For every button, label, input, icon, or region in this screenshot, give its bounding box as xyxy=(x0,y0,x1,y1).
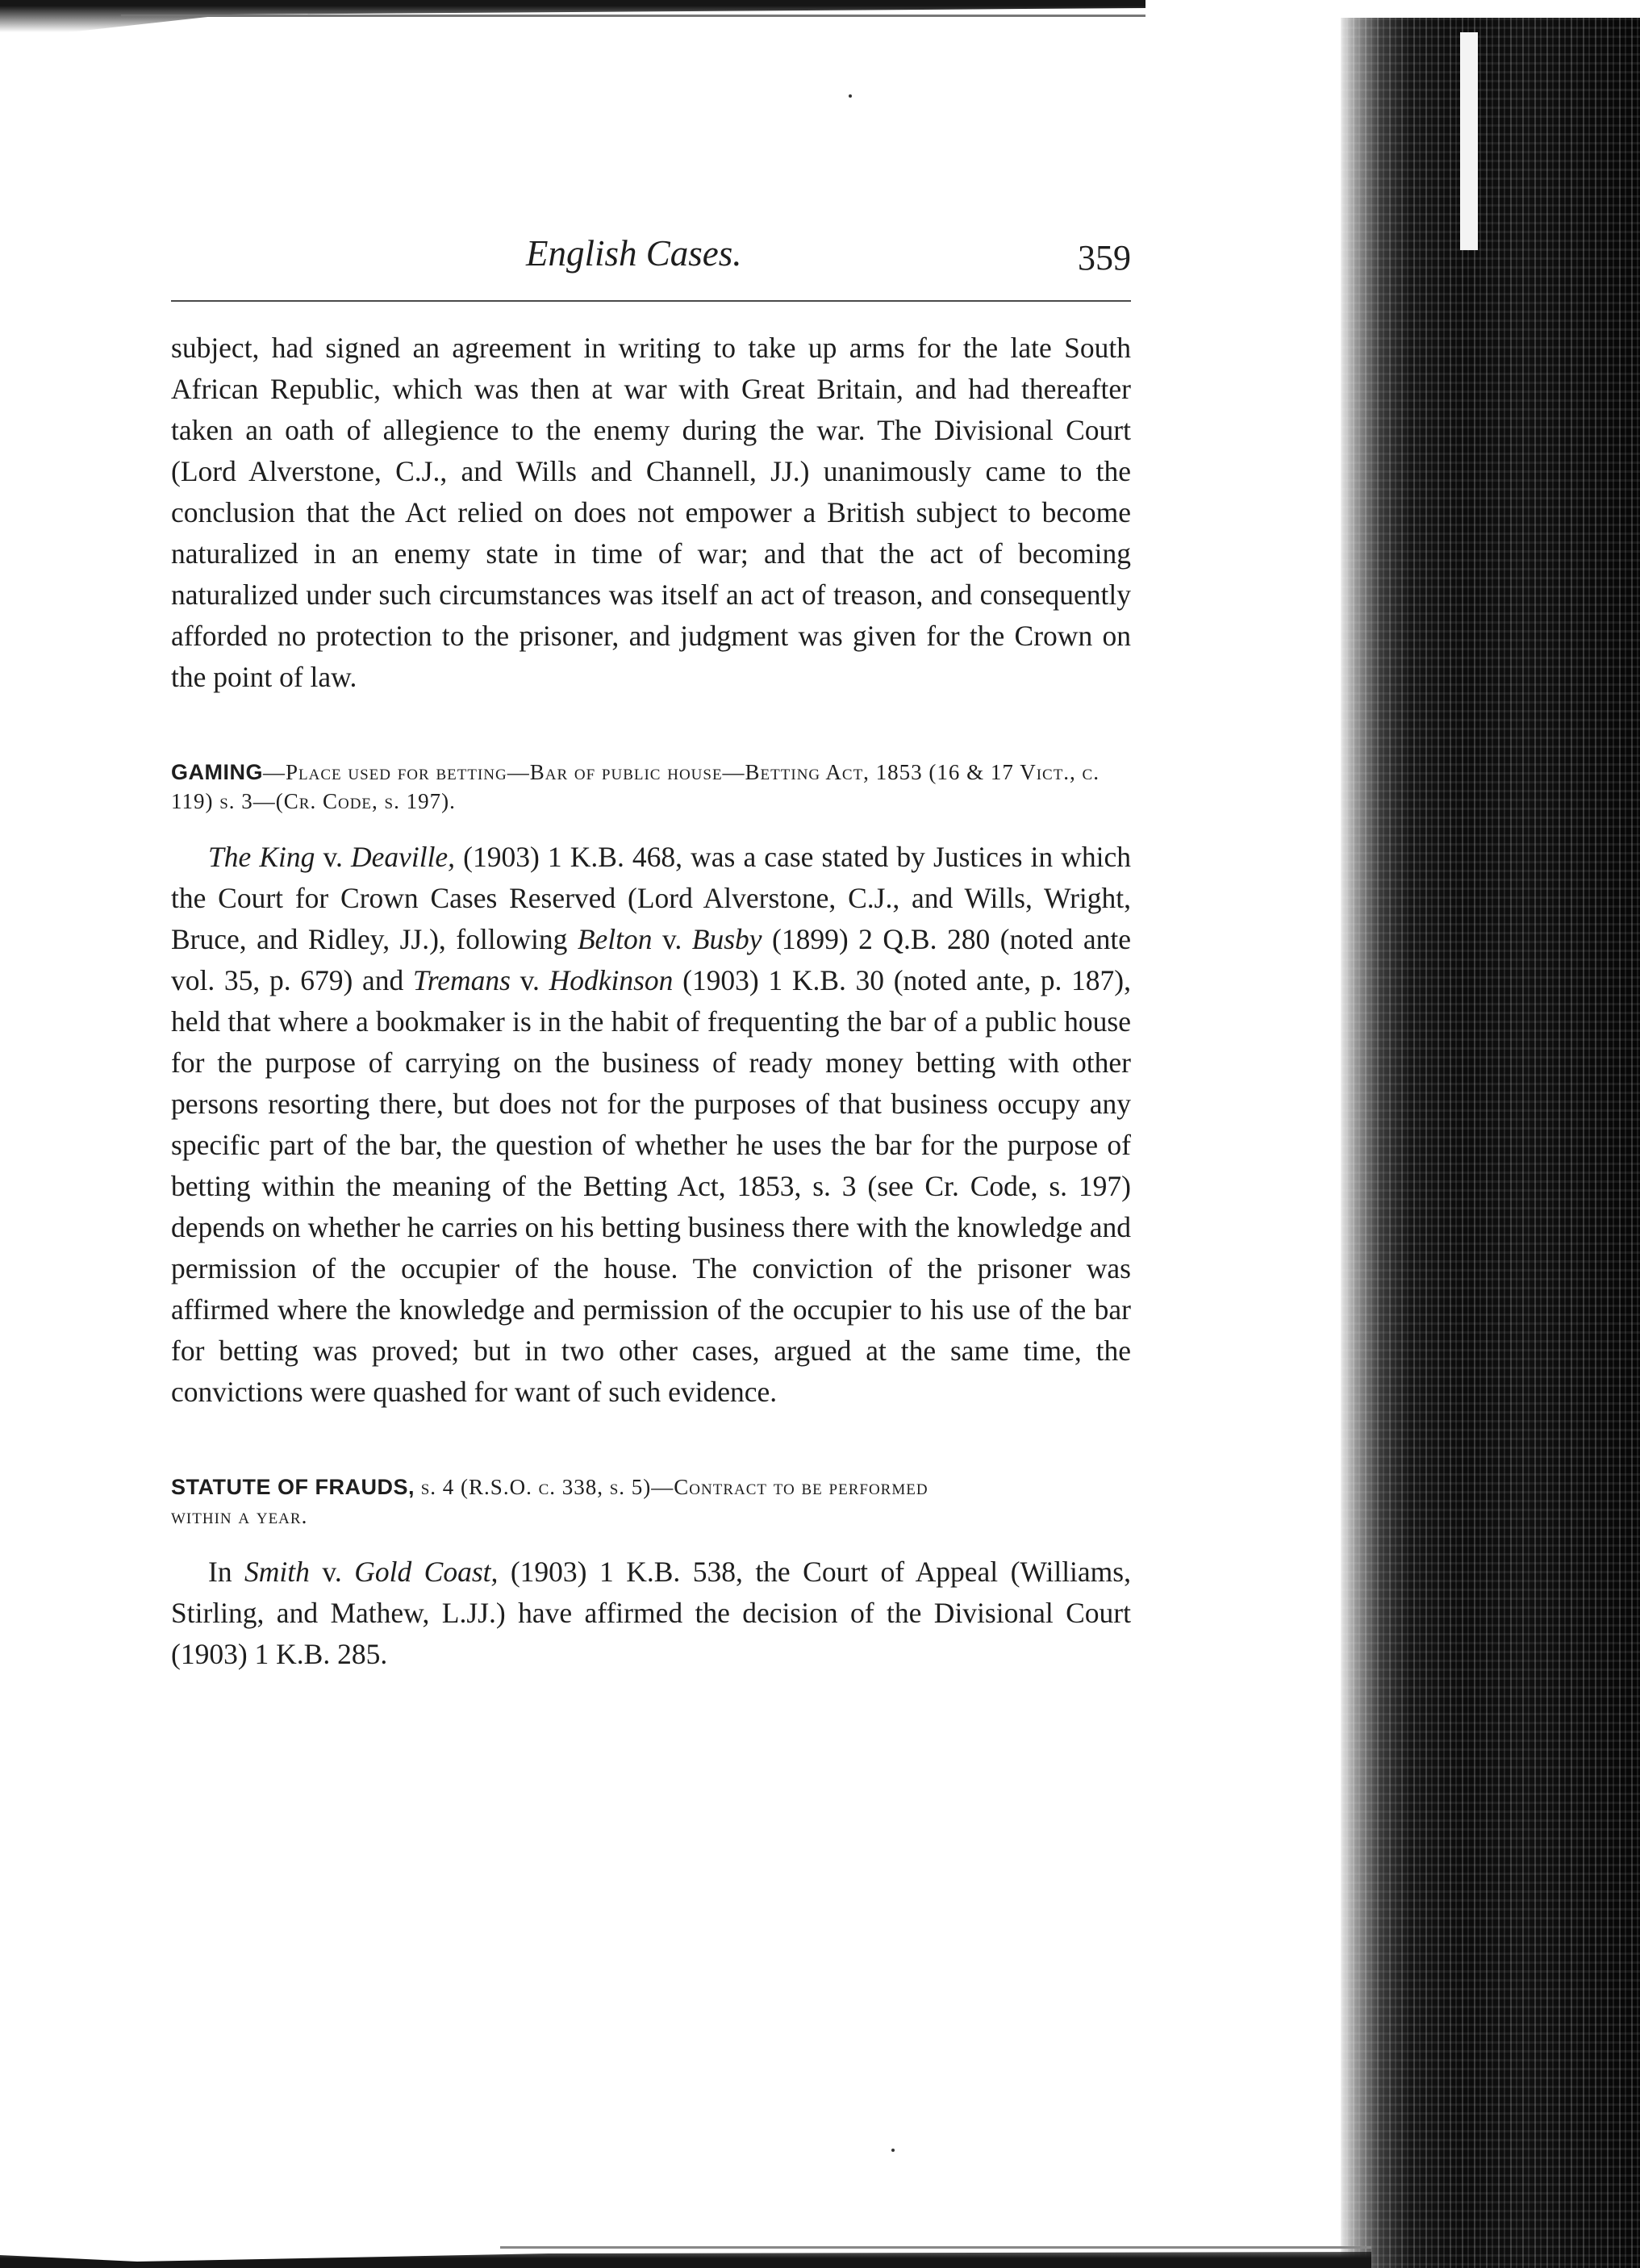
heading-title-line2: within a year. xyxy=(171,1504,308,1528)
section-heading-frauds xyxy=(171,1472,1131,1531)
heading-lead: STATUTE OF FRAUDS, xyxy=(171,1475,415,1499)
case-name: The King xyxy=(208,841,315,873)
case-name: Busby xyxy=(691,923,762,955)
page-number: 359 xyxy=(1078,238,1131,278)
case-name: Tremans xyxy=(412,964,511,996)
case-name: Gold Coast, xyxy=(354,1556,499,1588)
paragraph-gaming: The King v. Deaville, (1903) 1 K.B. 468, was a case stated by Justices in which the Court for Crown Cases Reserved (Lord Alverstone, C.J., and Wills, Wright, Bruce, and Ridley, JJ.), following Belton v. Busby (1899) 2 Q.B. 280 (noted ante vol. 35, p. 679) and Tremans v. Hodkinson (1903) 1 K.B. 30 (noted ante, p. 187), held that where a bookmaker is in the habit of frequenting the bar of a public house for the purpose of carrying on the business of ready money betting with other persons resorting there, but does not for the purposes of that business occupy any specific part of the bar, the question of whether he uses the bar for the purpose of betting within the meaning of the Betting Act, 1853, s. 3 (see Cr. Code, s. 197) depends on whether he carries on his betting business there with the knowledge and permission of the occupier of the house. The conviction of the prisoner was affirmed where the knowledge and permission of the occupier to his use of the bar for betting was proved; but in two other cases, argued at the same time, the convictions were quashed for want of such evidence. xyxy=(171,841,1132,1408)
running-header xyxy=(171,232,1131,289)
heading-title: s. 4 (R.S.O. c. 338, s. 5)—Contract to be performed xyxy=(414,1475,928,1499)
gutter-highlight xyxy=(1460,32,1478,250)
case-name: Deaville, xyxy=(350,841,456,873)
bottom-scan-shadow xyxy=(0,2236,1371,2268)
case-name: Smith xyxy=(244,1556,310,1588)
bottom-scan-line xyxy=(500,2246,1371,2249)
scan-speck xyxy=(849,94,852,98)
paragraph-continuation: subject, had signed an agreement in writing to take up arms for the late South African Republic, which was then at war with Great Britain, and had thereafter taken an oath of allegience to the enemy during the war. The Divisional Court (Lord Alverstone, C.J., and Wills and Channell, JJ.) unanimously came to the conclusion that the Act relied on does not empower a British subject to become naturalized in an enemy state in time of war; and that the act of becoming naturalized under such circumstances was itself an act of treason, and consequently afforded no protection to the prisoner, and judgment was given for the Crown on the point of law. xyxy=(171,332,1131,693)
case-name: Hodkinson xyxy=(549,964,674,996)
heading-title: —Place used for betting—Bar of public house—Betting Act, 1853 (16 & 17 Vict., c. 119) s. 3—(Cr. Code, s. 197). xyxy=(171,760,1100,813)
heading-lead: GAMING xyxy=(171,760,263,784)
header-rule xyxy=(171,300,1131,302)
case-name: Belton xyxy=(577,923,653,955)
paragraph-frauds: In Smith v. Gold Coast, (1903) 1 K.B. 538, the Court of Appeal (Williams, Stirling, and Mathew, L.JJ.) have affirmed the decision of the Divisional Court (1903) 1 K.B. 285. xyxy=(171,1556,1131,1670)
top-scan-line xyxy=(121,15,1145,17)
page-gutter-shadow xyxy=(1341,18,1640,2268)
page-body xyxy=(171,328,1131,1675)
scan-speck xyxy=(891,2149,895,2152)
running-title: English Cases. xyxy=(526,233,742,274)
section-heading-gaming xyxy=(171,758,1131,816)
